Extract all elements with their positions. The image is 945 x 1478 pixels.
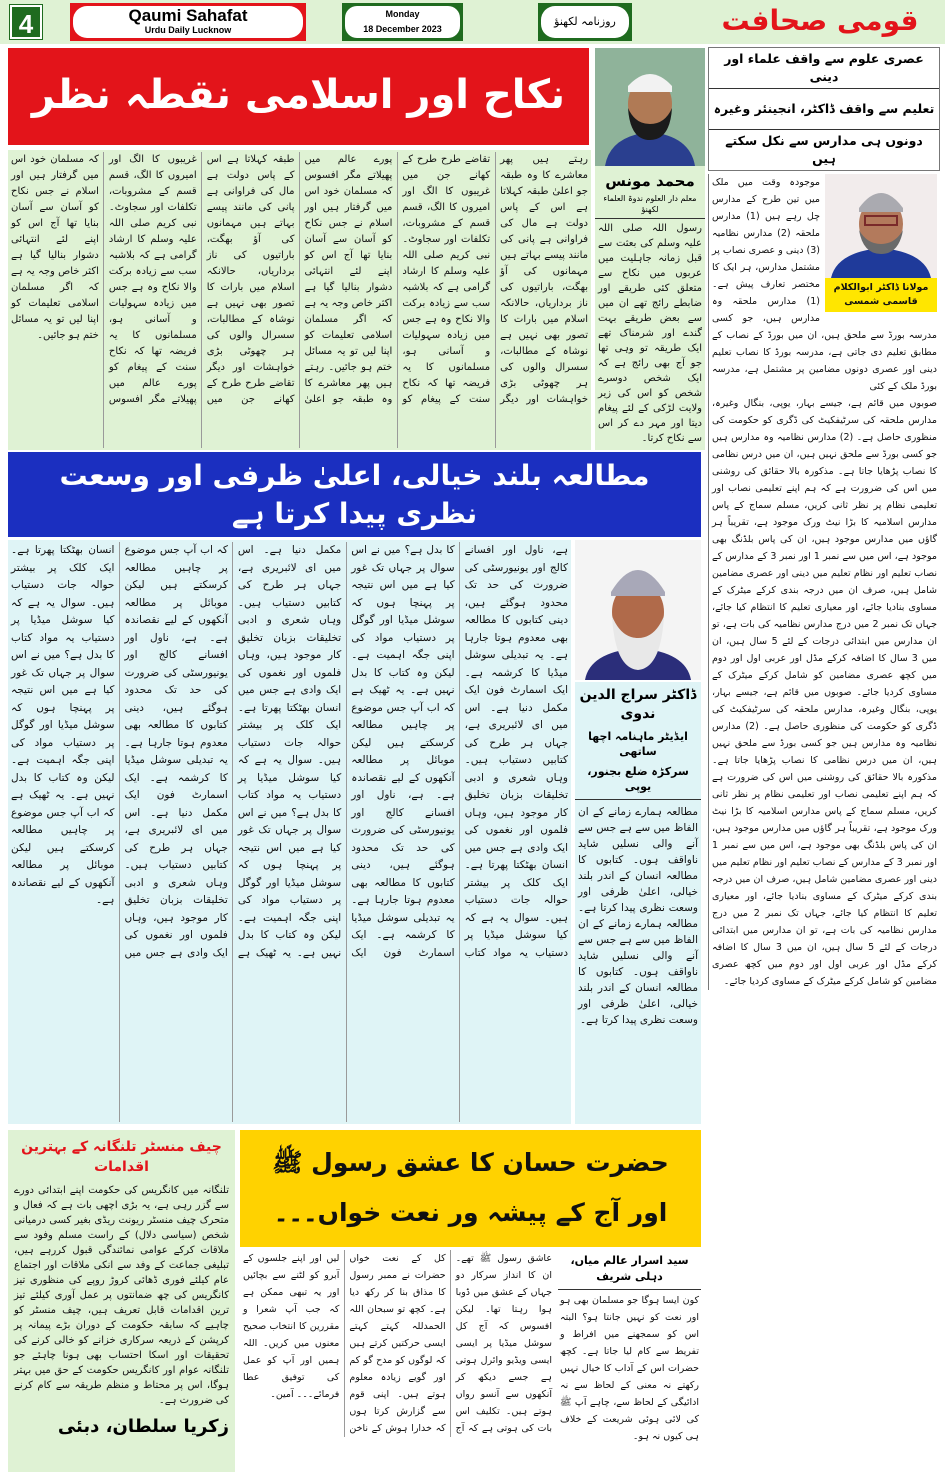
article1-body: رہتے ہیں پھر معاشرے کا وہ طبقہ جو اعلیٰ طبقہ کہلاتا ہے اس کے پاس دولت ہے مال کی فراوانی ہے پانی کی مانند پیسے بہاتے ہیں مہمانوں کی آؤ بھگت، باراتیوں کی ناز برداریاں، حالانکہ اسلام میں بارات کا تصور بھی نہیں ہے نوشاہ کے مطالبات، سسرال والوں کی ہر چھوٹی بڑی خواہشات اور دیگر تقاضے طرح طرح کے کھانے جن میں غریبوں کا الگ اور امیروں کا الگ، قسم قسم کے مشروبات، تکلفات اور سجاوٹ۔ نبی کریم صلی اللہ علیہ وسلم کا ارشاد گرامی ہے کہ بلاشبہ سب سے زیادہ برکت والا نکاح وہ ہے جس میں زیادہ سہولیات و آسانی ہو، مسلمانوں کا یہ فریضہ تھا کہ نکاح سنت کے پیغام کو پورے عالم میں پھیلاتے مگر افسوس کہ مسلمان خود اس میں گرفتار ہیں اور اسلام نے جس نکاح کو آسان سے آسان بنایا تھا آج اس کو اپنے لئے انتہائی دشوار بنالیا گیا ہے اکثر خاص وجہ یہ ہے کہ اگر مسلمان اسلامی تعلیمات کو اپنا لیں تو یہ مسائل ختم ہو جائیں۔ رہتے ہیں پھر معاشرے کا وہ طبقہ جو اعلیٰ طبقہ کہلاتا ہے اس کے پاس دولت ہے مال کی فراوانی ہے پانی کی مانند پیسے بہاتے ہیں مہمانوں کی آؤ بھگت، باراتیوں کی ناز برداریاں، حالانکہ اسلام میں بارات کا تصور بھی نہیں ہے نوشاہ کے مطالبات، سسرال والوں کی ہر چھوٹی بڑی خواہشات اور دیگر تقاضے طرح طرح کے کھانے جن میں غریبوں کا الگ اور امیروں کا الگ، قسم قسم کے مشروبات، تکلفات اور سجاوٹ۔ نبی کریم صلی اللہ علیہ وسلم کا ارشاد گرامی ہے کہ بلاشبہ سب سے زیادہ برکت والا نکاح وہ ہے جس میں زیادہ سہولیات و آسانی ہو، مسلمانوں کا یہ فریضہ تھا کہ نکاح سنت کے پیغام کو پورے عالم میں پھیلاتے مگر افسوس کہ مسلمان خود اس میں گرفتار ہیں اور اسلام نے جس نکاح کو آسان سے آسان بنایا تھا آج اس کو اپنے لئے انتہائی دشوار بنالیا گیا ہے اکثر خاص وجہ یہ ہے کہ اگر مسلمان اسلامی تعلیمات کو اپنا لیں تو یہ مسائل ختم ہو جائیں۔	[8, 150, 591, 450]
article5-intro: کون ایسا ہوگا جو مسلمان بھی ہو اور نعت کو نہیں جانتا ہو؟ البتہ اس کو سمجھنے میں افراط و تفریط سے کام لیا جاتا ہے۔ کچھ حضرات اس کے آداب کا خیال نہیں رکھتے نہ معنی کے لحاظ سے نہ ادائیگی کے لحاظ سے، چاہے آپ ﷺ کی لائی ہوئی شریعت کے خلاف ہی کیوں نہ ہو۔	[560, 1295, 699, 1442]
article2-side-text: مطالعہ ہمارے زمانے کے ان الفاظ میں سے ہے جس سے آنے والی نسلیں شاید ناواقف ہوں۔ کتابوں کا مطالعہ انسان کے اندر بلند خیالی، اعلیٰ ظرفی اور وسعت نظری پیدا کرتا ہے۔ مطالعہ ہمارے زمانے کے ان الفاظ میں سے ہے جس سے آنے والی نسلیں شاید ناواقف ہوں۔ کتابوں کا مطالعہ انسان کے اندر بلند خیالی، اعلیٰ ظرفی اور وسعت نظری پیدا کرتا ہے۔	[578, 806, 698, 1026]
page-number: 4	[10, 5, 42, 39]
masthead-urdu: قومی صحافت	[721, 4, 919, 37]
article1-byline-panel	[595, 166, 705, 450]
article4-panel	[8, 1130, 235, 1472]
article3-headline	[708, 47, 940, 171]
date-box	[342, 3, 463, 41]
article3-photo-block	[825, 174, 937, 312]
article3-body: صوبوں میں قائم ہے، جیسے بہار، یوپی، بنگال وغیرہ، مدارس ملحقہ کی سرٹیفکیٹ کی ڈگری کو حکومت کی منظوری حاصل ہے۔ (2) مدارس نظامیہ وہ مدارس ہیں جو کسی بورڈ سے ملحق نہیں ہیں، ان میں درس نظامی کا نصاب پڑھایا جاتا ہے۔ مذکورہ بالا حقائق کی روشنی میں اس کی ضرورت ہے کہ ہم اپنے تعلیمی نصاب اور تعلیمی نظام پر نظر ثانی کریں، مسلم سماج کے پاس مدارس اسلامیہ کا بڑا نیٹ ورک موجود ہے، تقریباً ہر گاؤں میں مدارس موجود ہیں، ان کی پاس بلڈنگ بھی موجود ہے، اس میں سے نمبر 1 اور نمبر 3 کے مدارس کے نصاب تعلیم اور نظام تعلیم میں دینی اور عصری مضامین شامل ہیں، صرف ان میں درجہ بندی کرکے میٹرک کے مساوی بنادیا جائے، اور معیاری تعلیم کا انتظام کیا جائے، جہاں تک نمبر 2 میں درج مدارس نظامیہ کی بات ہے، تو ان مدارس میں ابتدائی درجات کے لئے 5 سال ہیں، ان میں 3 سال کا اضافہ کرکے مڈل اور عربی اول اور دوم میں کچھ عصری مضامین کو شامل کرکے میٹرک کے مساوی کردیا جائے۔ صوبوں میں قائم ہے، جیسے بہار، یوپی، بنگال وغیرہ، مدارس ملحقہ کی سرٹیفکیٹ کی ڈگری کو حکومت کی منظوری حاصل ہے۔ (2) مدارس نظامیہ وہ مدارس ہیں جو کسی بورڈ سے ملحق نہیں ہیں، ان میں درس نظامی کا نصاب پڑھایا جاتا ہے۔ مذکورہ بالا حقائق کی روشنی میں اس کی ضرورت ہے کہ ہم اپنے تعلیمی نصاب اور تعلیمی نظام پر نظر ثانی کریں، مسلم سماج کے پاس مدارس اسلامیہ کا بڑا نیٹ ورک موجود ہے، تقریباً ہر گاؤں میں مدارس موجود ہیں، ان کی پاس بلڈنگ بھی موجود ہے، اس میں سے نمبر 1 اور نمبر 3 کے مدارس کے نصاب تعلیم اور نظام تعلیم میں دینی اور عصری مضامین شامل ہیں، صرف ان میں درجہ بندی کرکے میٹرک کے مساوی بنادیا جائے، اور معیاری تعلیم کا انتظام کیا جائے، جہاں تک نمبر 2 میں درج مدارس نظامیہ کی بات ہے، تو ان مدارس میں ابتدائی درجات کے لئے 5 سال ہیں، ان میں 3 سال کا اضافہ کرکے مڈل اور عربی اول اور دوم میں کچھ عصری مضامین کو شامل کرکے میٹرک کے مساوی کردیا جائے۔	[712, 398, 938, 987]
article2-byline-panel	[575, 682, 701, 1124]
brand-subtitle: Urdu Daily Lucknow	[144, 25, 232, 35]
city-tag: روزنامہ لکھنؤ	[541, 6, 629, 38]
article3-author: مولانا ڈاکٹر ابوالکلام قاسمی شمسی	[825, 278, 937, 312]
article4-headline: چیف منسٹر تلنگانہ کے بہترین اقدامات	[21, 1139, 222, 1175]
date: 18 December 2023	[363, 24, 442, 34]
article5-byline-panel	[558, 1250, 701, 1447]
article2-body: ہے، ناول اور افسانے کالج اور یونیورسٹی کی ضرورت کی حد تک محدود ہوگئے ہیں، دینی کتابوں کا مطالعہ بھی معدوم ہوتا جارہا ہے۔ یہ تبدیلی سوشل میڈیا کا کرشمہ ہے۔ ایک اسمارٹ فون ایک مکمل دنیا ہے۔ اس میں ای لائبریری ہے، جہاں ہر طرح کی کتابیں دستیاب ہیں۔ وہاں شعری و ادبی تخلیقات بزبان تخلیق کار موجود ہیں، وہاں فلموں اور نغموں کی ایک وادی ہے جس میں انسان بھٹکتا پھرتا ہے۔ ایک کلک پر بیشتر حوالہ جات دستیاب ہیں۔ سوال یہ ہے کہ کیا سوشل میڈیا پر دستیاب یہ مواد کتاب کا بدل ہے؟ میں نے اس سوال پر جہاں تک غور کیا ہے میں اس نتیجہ پر پہنچا ہوں کہ سوشل میڈیا اور گوگل پر دستیاب مواد کی اپنی جگہ اہمیت ہے۔ لیکن وہ کتاب کا بدل نہیں ہے۔ یہ ٹھیک ہے کہ اب آپ جس موضوع پر چاہیں مطالعہ کرسکتے ہیں لیکن موبائل پر مطالعہ آنکھوں کے لیے نقصاندہ ہے۔ ہے، ناول اور افسانے کالج اور یونیورسٹی کی ضرورت کی حد تک محدود ہوگئے ہیں، دینی کتابوں کا مطالعہ بھی معدوم ہوتا جارہا ہے۔ یہ تبدیلی سوشل میڈیا کا کرشمہ ہے۔ ایک اسمارٹ فون ایک مکمل دنیا ہے۔ اس میں ای لائبریری ہے، جہاں ہر طرح کی کتابیں دستیاب ہیں۔ وہاں شعری و ادبی تخلیقات بزبان تخلیق کار موجود ہیں، وہاں فلموں اور نغموں کی ایک وادی ہے جس میں انسان بھٹکتا پھرتا ہے۔ ایک کلک پر بیشتر حوالہ جات دستیاب ہیں۔ سوال یہ ہے کہ کیا سوشل میڈیا پر دستیاب یہ مواد کتاب کا بدل ہے؟ میں نے اس سوال پر جہاں تک غور کیا ہے میں اس نتیجہ پر پہنچا ہوں کہ سوشل میڈیا اور گوگل پر دستیاب مواد کی اپنی جگہ اہمیت ہے۔ لیکن وہ کتاب کا بدل نہیں ہے۔ یہ ٹھیک ہے کہ اب آپ جس موضوع پر چاہیں مطالعہ کرسکتے ہیں لیکن موبائل پر مطالعہ آنکھوں کے لیے نقصاندہ ہے۔ ہے، ناول اور افسانے کالج اور یونیورسٹی کی ضرورت کی حد تک محدود ہوگئے ہیں، دینی کتابوں کا مطالعہ بھی معدوم ہوتا جارہا ہے۔ یہ تبدیلی سوشل میڈیا کا کرشمہ ہے۔ ایک اسمارٹ فون ایک مکمل دنیا ہے۔ اس میں ای لائبریری ہے، جہاں ہر طرح کی کتابیں دستیاب ہیں۔ وہاں شعری و ادبی تخلیقات بزبان تخلیق کار موجود ہیں، وہاں فلموں اور نغموں کی ایک وادی ہے جس میں انسان بھٹکتا پھرتا ہے۔ ایک کلک پر بیشتر حوالہ جات دستیاب ہیں۔ سوال یہ ہے کہ کیا سوشل میڈیا پر دستیاب یہ مواد کتاب کا بدل ہے؟ میں نے اس سوال پر جہاں تک غور کیا ہے میں اس نتیجہ پر پہنچا ہوں کہ سوشل میڈیا اور گوگل پر دستیاب مواد کی اپنی جگہ اہمیت ہے۔ لیکن وہ کتاب کا بدل نہیں ہے۔ یہ ٹھیک ہے کہ اب آپ جس موضوع پر چاہیں مطالعہ کرسکتے ہیں لیکن موبائل پر مطالعہ آنکھوں کے لیے نقصاندہ ہے۔	[8, 540, 571, 1124]
day: Monday	[385, 9, 420, 19]
article5-author: سید اسرار عالم میاں، دہلی شریف	[558, 1250, 701, 1290]
article4-author: زکریا سلطان، دبئی	[57, 1416, 229, 1437]
article4-body: تلنگانہ میں کانگریس کی حکومت اپنے ابتدائی دورے سے گزر رہی ہے، یہ بڑی اچھی بات ہے کہ فعال و متحرک چیف منسٹر ریونت ریڈی بغیر کسی درمیانی شخص (سیاسی دلال) کے راست مسلم وفود سے ملاقات کرکے عوامی نمائندگی قبول کررہے ہیں، تبلیغی جماعت کے وفد سے انکی ملاقات اور اجتماع عام کیلئے فوری ڈھائی کروڑ روپے کی منظوری تیز کانگریس کی چھ ضمانتوں پر عمل آوری کیلئے تیز ترین اقدامات قابل تعریف ہیں، چیف منسٹر کو چاہیے کہ سابقہ حکومت کے دوران بڑے پیمانہ پر کرپشن کے ذریعہ سرکاری خزانے کو خالی کرنے کی تحقیقات اور اسکا احتساب بھی ہونا چاہئے جو تلنگانہ عوام اور کانگریس حکومت کے حق میں بہتر ہوگا، اس پر محتاط و منظم طریقہ سے کام کرنے کی ضرورت ہے۔	[14, 1185, 229, 1406]
article2-headline: مطالعہ بلند خیالی، اعلیٰ ظرفی اور وسعت نظری پیدا کرتا ہے	[8, 452, 701, 537]
article1-author: محمد مونس	[605, 172, 695, 190]
author-photo-1	[595, 48, 705, 166]
article3-text-column	[708, 174, 940, 990]
article2-author: ڈاکٹر سراج الدین ندوی	[579, 687, 697, 722]
article3-headline-line: تعلیم سے واقف ڈاکٹر، انجینئر وغیرہ	[709, 89, 939, 130]
author-photo-3	[825, 174, 937, 278]
article3-headline-line: عصری علوم سے واقف علماء اور دینی	[709, 48, 939, 89]
article1-author-title: معلم دار العلوم ندوۃ العلماء لکھنؤ	[595, 193, 705, 219]
article5-headline	[240, 1130, 701, 1247]
city-tag-box	[538, 3, 632, 41]
article5-body: عاشق رسول ﷺ تھے۔ ان کا انداز سرکار دو جہاں کے عشق میں ڈوبا ہوا رہتا تھا۔ لیکن افسوس کہ آج کل سوشل میڈیا پر ایسی ایسی ویڈیو وائرل ہوتی ہے جسے دیکھ کر آنکھوں سے آنسو رواں ہوتے ہیں۔ تکلیف اس بات کی ہوتی ہے کہ آج کل کے نعت خواں حضرات نے ممبر رسول کا مذاق بنا کر رکھ دیا ہے۔ کچھ تو سبحان اللہ الحمدللہ کہتے کہتے ایسی حرکتیں کرتے ہیں کہ لوگوں کو مدح گو کم اور گویے زیادہ معلوم ہوتے ہیں۔ اپنی قوم سے گزارش کرتا ہوں کہ خدارا ہوش کے ناخن لیں اور اپنے جلسوں کے آبرو کو لٹنے سے بچائیں اور یہ تبھی ممکن ہے کہ جب آپ شعرا و مقررین کا انتخاب صحیح معنوں میں کریں۔ اللہ ہمیں اور آپ کو عمل کی توفیق عطا فرمائے۔۔۔ آمین۔	[243, 1253, 552, 1434]
article3-headline-line: دونوں ہی مدارس سے نکل سکتے ہیں	[725, 133, 923, 166]
article3-intro: موجودہ وقت میں ملک میں تین طرح کے مدارس چل رہے ہیں (1) مدارس ملحقہ (2) مدارس نظامیہ (3) دینی و عصری نصاب پر مشتمل مدارس، ہر ایک کا مختصر تعارف پیش ہے۔ (1) مدارس ملحقہ وہ مدارس ہیں، جو کسی مدرسہ بورڈ سے ملحق ہیں، ان میں بورڈ کے نصاب کے مطابق تعلیم دی جاتی ہے، مدرسہ بورڈ کا نصاب تعلیم دینی اور عصری دونوں مضامین پر مشتمل ہے، مدرسہ بورڈ ملک کے کئی	[711, 177, 937, 392]
article5-headline-line2: اور آج کے پیشہ ور نعت خواں۔۔۔	[273, 1198, 668, 1227]
brand-name: Qaumi Sahafat	[128, 6, 248, 25]
author-photo-2	[575, 540, 701, 680]
article2-author-title: ایڈیٹر ماہنامہ اچھا ساتھی	[588, 730, 688, 758]
article1-intro: رسول اللہ صلی اللہ علیہ وسلم کی بعثت سے قبل زمانہ جاہلیت میں عربوں میں نکاح سے متعلق کئی طریقے اور ضابطے رائج تھے ان میں سے بعض طریقے بہت گندے اور شرمناک تھے ایک طریقہ تو وہی تھا جو آج بھی رائج ہے کہ ایک شخص دوسرے شخص کو اس کی زیر ولایت لڑکی کے لئے پیغام دیتا اور مہر دے کر اس سے نکاح کرتا۔	[598, 223, 702, 444]
article1-headline: نکاح اور اسلامی نقطہ نظر	[8, 48, 589, 145]
article2-author-place: سرکڑہ ضلع بجنور، یوپی	[575, 764, 701, 800]
brand-box	[70, 3, 306, 41]
article5-headline-line1: حضرت حسان کا عشق رسول ﷺ	[272, 1148, 669, 1177]
